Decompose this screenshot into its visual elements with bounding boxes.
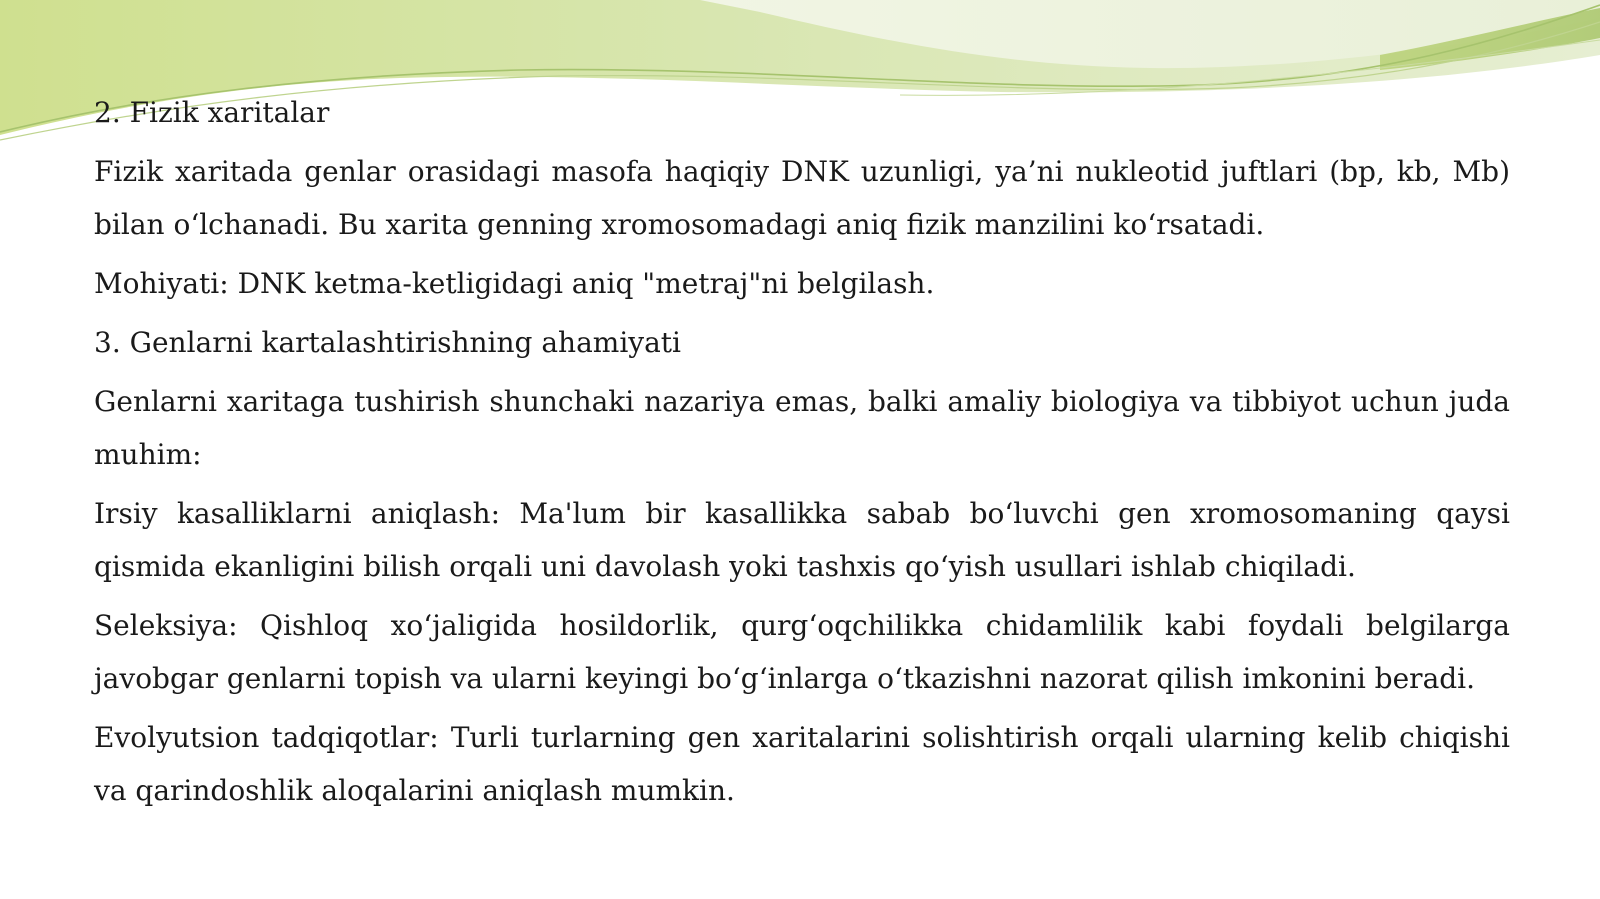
heading-physical-maps: 2. Fizik xaritalar	[94, 96, 330, 129]
paragraph-essence: Mohiyati: DNK ketma-ketligidagi aniq "metraj"ni belgilash.	[94, 267, 935, 300]
heading-mapping-importance: 3. Genlarni kartalashtirishning ahamiyati	[94, 326, 681, 359]
paragraph-mapping-intro: Genlarni xaritaga tushirish shunchaki nazariya emas, balki amaliy biologiya va tibbiyot uchun juda muhim:	[94, 385, 1510, 471]
slide-body	[94, 86, 1510, 817]
paragraph-physical-map-definition: Fizik xaritada genlar orasidagi masofa haqiqiy DNK uzunligi, ya’ni nukleotid juftlari (bp, kb, Mb) bilan o‘lchanadi. Bu xarita genning xromosomadagi aniq fizik manzilini ko‘rsatadi.	[94, 155, 1510, 241]
paragraph-hereditary-diseases: Irsiy kasalliklarni aniqlash: Ma'lum bir kasallikka sabab bo‘luvchi gen xromosomaning qaysi qismida ekanligini bilish orqali uni davolash yoki tashxis qo‘yish usullari ishlab chiqiladi.	[94, 497, 1510, 583]
paragraph-selection: Seleksiya: Qishloq xo‘jaligida hosildorlik, qurg‘oqchilikka chidamlilik kabi foydali belgilarga javobgar genlarni topish va ularni keyingi bo‘g‘inlarga o‘tkazishni nazorat qilish imkonini beradi.	[94, 609, 1510, 695]
paragraph-evolutionary-research: Evolyutsion tadqiqotlar: Turli turlarning gen xaritalarini solishtirish orqali ularning kelib chiqishi va qarindoshlik aloqalarini aniqlash mumkin.	[94, 721, 1510, 807]
